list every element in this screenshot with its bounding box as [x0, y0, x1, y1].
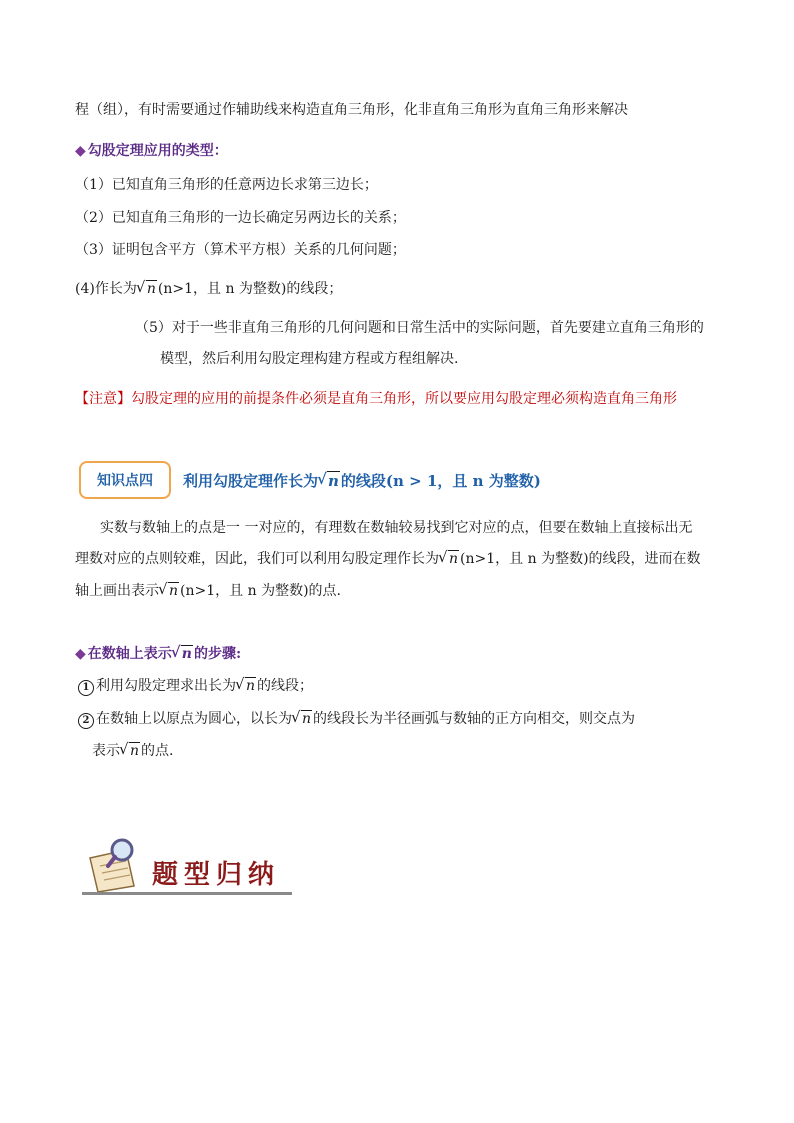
steps-heading: ◆ 在数轴上表示√ n 的步骤:	[75, 644, 241, 664]
sqrt-n-symbol: √ n	[120, 741, 140, 761]
list-item-3: （3）证明包含平方（算术平方根）关系的几何问题；	[75, 242, 406, 258]
body-line-2: 理数对应的点则较难，因此，我们可以利用勾股定理作长为√ n (n>1，且 n 为整数)的线段，进而在数	[75, 549, 701, 569]
circled-number-2: 2	[78, 713, 94, 729]
note	[75, 389, 677, 409]
banner-underline	[82, 892, 292, 895]
body-line-1: 实数与数轴上的点是一 一对应的，有理数在数轴较易找到它对应的点，但要在数轴上直接标出无	[100, 520, 693, 536]
knowledge-point-badge: 知识点四	[79, 461, 171, 499]
sqrt-n-symbol: √ n	[439, 549, 459, 569]
banner-title: 题型归纳	[152, 860, 281, 890]
note-tag: 【注意】	[75, 391, 131, 407]
diamond-bullet-icon: ◆	[75, 143, 86, 159]
step-2-line2: 表示√ n 的点.	[92, 741, 173, 761]
step-1: 1 利用勾股定理求出长为√ n 的线段；	[78, 676, 313, 696]
body-line-3: 轴上画出表示√ n (n>1，且 n 为整数)的点.	[75, 581, 341, 601]
list-item-1: （1）已知直角三角形的任意两边长求第三边长；	[75, 177, 378, 193]
paragraph-continuation: 程（组），有时需要通过作辅助线来构造直角三角形，化非直角三角形为直角三角形来解决	[75, 102, 628, 118]
list-item-5-line2: 模型，然后利用勾股定理构建方程或方程组解决.	[160, 351, 459, 367]
sqrt-n-symbol: √ n	[236, 676, 256, 696]
sqrt-n-symbol: √ n	[137, 279, 157, 299]
knowledge-title: 利用勾股定理作长为√ n 的线段(n > 1，且 n 为整数)	[183, 471, 541, 491]
list-item-2: （2）已知直角三角形的一边长确定另两边长的关系；	[75, 210, 406, 226]
magnifier-notepad-icon	[82, 836, 148, 894]
sqrt-n-symbol: √ n	[318, 471, 340, 491]
sqrt-n-symbol: √ n	[159, 581, 179, 601]
sqrt-n-symbol: √ n	[172, 644, 193, 664]
note-text: 勾股定理的应用的前提条件必须是直角三角形，所以要应用勾股定理必须构造直角三角形	[131, 391, 677, 407]
types-heading: ◆ 勾股定理应用的类型：	[75, 143, 228, 159]
diamond-bullet-icon: ◆	[75, 646, 86, 662]
list-item-4: (4)作长为√ n (n>1，且 n 为整数)的线段；	[75, 279, 342, 299]
list-item-5-line1: （5）对于一些非直角三角形的几何问题和日常生活中的实际问题，首先要建立直角三角形的	[135, 320, 704, 336]
circled-number-1: 1	[78, 680, 94, 696]
sqrt-n-symbol: √ n	[292, 709, 312, 729]
step-2: 2 在数轴上以原点为圆心，以长为√ n 的线段长为半径画弧与数轴的正方向相交，则交点为	[78, 709, 635, 729]
section-banner	[82, 836, 292, 898]
